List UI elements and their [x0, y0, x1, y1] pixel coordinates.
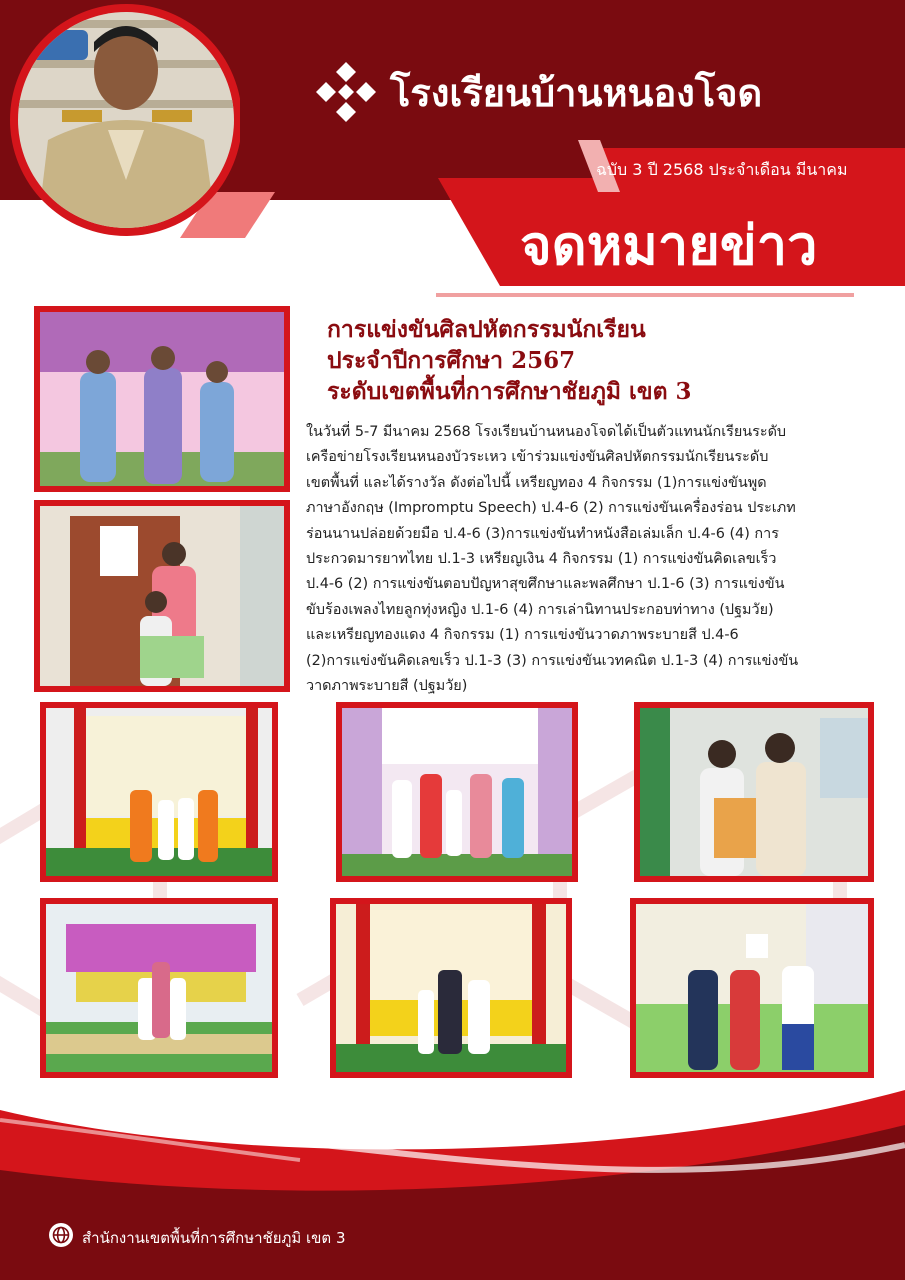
- body-line: ประกวดมารยาทไทย ป.1-3 เหรียญเงิน 4 กิจกรรม (1) การแข่งขันคิดเลขเร็ว: [306, 551, 777, 568]
- article-body: [306, 420, 881, 699]
- body-line: วาดภาพระบายสี (ปฐมวัย): [306, 678, 468, 695]
- event-photo-7: [330, 898, 572, 1078]
- body-line: ร่อนนานปล่อยด้วยมือ ป.4-6 (3)การแข่งขันทำหนังสือเล่มเล็ก ป.4-6 (4) การ: [306, 525, 779, 542]
- principal-portrait: [8, 0, 240, 240]
- issue-line: ฉบับ 3 ปี 2568 ประจำเดือน มีนาคม: [596, 160, 848, 179]
- body-line: ในวันที่ 5-7 มีนาคม 2568 โรงเรียนบ้านหนองโจดได้เป็นตัวแทนนักเรียนระดับ: [306, 424, 787, 440]
- footer-office-name: สำนักงานเขตพื้นที่การศึกษาชัยภูมิ เขต 3: [82, 1229, 346, 1247]
- body-line: (2)การแข่งขันคิดเลขเร็ว ป.1-3 (3) การแข่งขันเวทคณิต ป.1-3 (4) การแข่งขัน: [306, 652, 799, 669]
- globe-icon: [48, 1222, 74, 1248]
- diamond-logo-icon: [314, 60, 378, 124]
- body-line: เขตพื้นที่ และได้รางวัล ดังต่อไปนี้ เหรียญทอง 4 กิจกรรม (1)การแข่งขันพูด: [306, 474, 767, 491]
- body-line: ขับร้องเพลงไทยลูกทุ่งหญิง ป.1-6 (4) การเล่านิทานประกอบท่าทาง (ปฐมวัย): [306, 601, 774, 618]
- article-title-line: การแข่งขันศิลปหัตกรรมนักเรียน: [327, 316, 646, 343]
- article-title-line: ประจำปีการศึกษา 2567: [327, 347, 576, 374]
- newsletter-title: จดหมายข่าว: [520, 214, 818, 277]
- body-line: ป.4-6 (2) การแข่งขันตอบปัญหาสุขศึกษาและพลศึกษา ป.1-6 (3) การแข่งขัน: [306, 576, 785, 593]
- event-photo-5: [634, 702, 874, 882]
- event-photo-1: [34, 306, 290, 492]
- event-photo-3: [40, 702, 278, 882]
- event-photo-4: [336, 702, 578, 882]
- body-line: ภาษาอังกฤษ (Impromptu Speech) ป.4-6 (2) การแข่งขันเครื่องร่อน ประเภท: [306, 500, 796, 517]
- event-photo-6: [40, 898, 278, 1078]
- event-photo-8: [630, 898, 874, 1078]
- body-line: และเหรียญทองแดง 4 กิจกรรม (1) การแข่งขันวาดภาพระบายสี ป.4-6: [306, 627, 739, 644]
- article-title-line: ระดับเขตพื้นที่การศึกษาชัยภูมิ เขต 3: [327, 378, 692, 405]
- body-line: เครือข่ายโรงเรียนหนองบัวระเหว เข้าร่วมแข่งขันศิลปหัตกรรมนักเรียนระดับ: [306, 449, 769, 466]
- school-name: โรงเรียนบ้านหนองโจด: [390, 71, 763, 115]
- event-photo-2: [34, 500, 290, 692]
- article-title: [327, 314, 692, 407]
